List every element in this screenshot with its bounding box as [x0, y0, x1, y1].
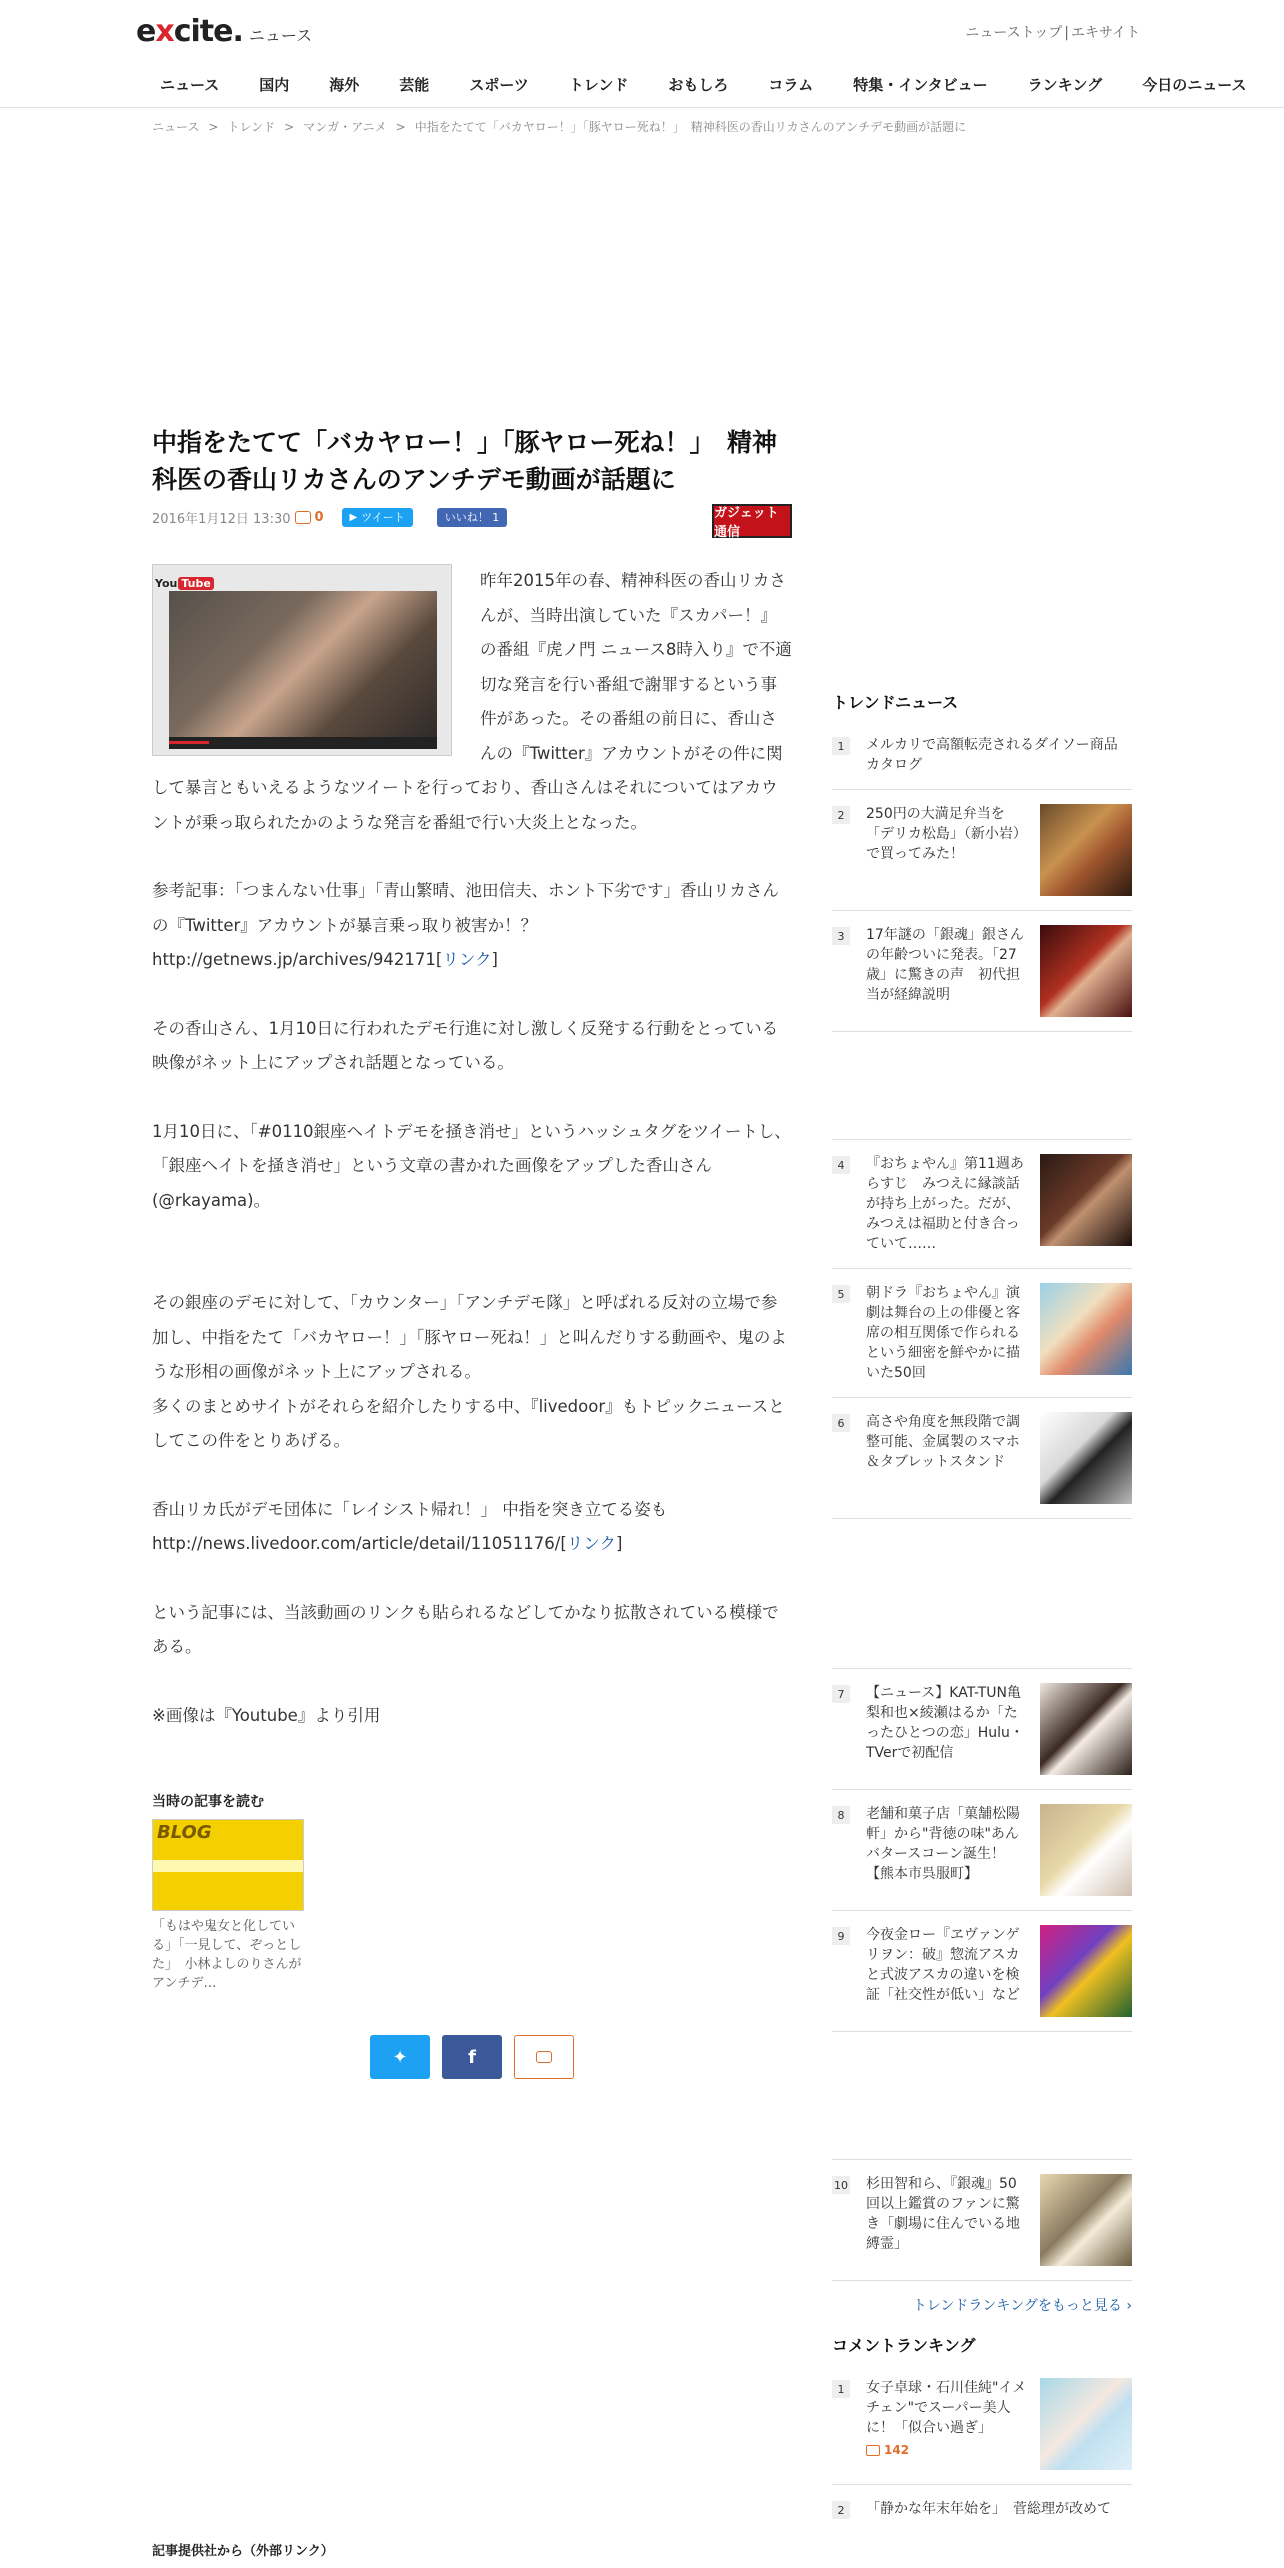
global-nav [140, 70, 1266, 100]
paragraph: という記事には、当該動画のリンクも貼られるなどしてかなり拡散されている模様である。 [152, 1602, 779, 1656]
rank-number: 2 [832, 806, 850, 824]
trend-item-title: 老舗和菓子店「菓舗松陽軒」から"背徳の味"あんバタースコーン誕生！【熊本市呉服町】 [866, 1806, 1020, 1882]
breadcrumb-separator: > [284, 120, 295, 134]
comment-count[interactable]: 0 [295, 510, 324, 525]
share-buttons [152, 2035, 792, 2079]
sidebar [832, 690, 1132, 2533]
trend-item-thumbnail [1040, 1804, 1132, 1896]
logo-sub: ニュース [248, 26, 313, 45]
top-links [965, 22, 1140, 42]
comment-item-title: 女子卓球・石川佳純"イメチェン"でスーパー美人に！「似合い過ぎ」 [866, 2380, 1027, 2436]
related-article-image: BLOG [152, 1819, 304, 1911]
like-button[interactable]: いいね！ 1 [437, 508, 508, 527]
article-date: 2016年1月12日 13:30 [152, 511, 291, 527]
trend-item-thumbnail [1040, 1154, 1132, 1246]
share-facebook-button[interactable] [442, 2035, 502, 2079]
trend-item-title: 今夜金ロー『ヱヴァンゲリヲン：破』惣流アスカと式波アスカの違いを検証「社交性が低い」など [866, 1927, 1020, 2003]
related-article-title: 「もはや鬼女と化している」「一見して、ぞっとした」 小林よしのりさんがアンチデ… [152, 1919, 302, 1991]
trend-item-thumbnail [1040, 1412, 1132, 1504]
breadcrumb-item[interactable]: トレンド [227, 120, 276, 134]
comment-count-badge: 142 [866, 2440, 1028, 2460]
trend-item-thumbnail [1040, 1925, 1132, 2017]
breadcrumb [152, 118, 966, 135]
paragraph: 香山リカ氏がデモ団体に「レイシスト帰れ！」 中指を突き立てる姿も http://news.livedoor.com/article/detail/11051176/[リンク] [152, 1499, 668, 1553]
comment-item-thumbnail [1040, 2378, 1132, 2470]
nav-overseas[interactable]: 海外 [329, 76, 360, 94]
rank-number: 9 [832, 1927, 850, 1945]
rank-number: 8 [832, 1806, 850, 1824]
link-excite[interactable]: エキサイト [1070, 25, 1140, 41]
trend-item-title: 朝ドラ『おちょやん』演劇は舞台の上の俳優と客席の相互関係で作られるという細密を鮮やかに描いた50回 [866, 1285, 1020, 1381]
trend-item[interactable] [832, 2160, 1132, 2281]
trend-item-title: 高さや角度を無段階で調整可能、金属製のスマホ＆タブレットスタンド [866, 1414, 1020, 1470]
breadcrumb-item[interactable]: マンガ・アニメ [303, 120, 387, 134]
trend-item-thumbnail [1040, 804, 1132, 896]
paragraph: 多くのまとめサイトがそれらを紹介したりする中、『livedoor』もトピックニュースとしてこの件をとりあげる。 [152, 1396, 785, 1450]
related-article-card[interactable] [152, 1819, 304, 1993]
livedoor-link[interactable]: リンク [566, 1534, 616, 1553]
comment-icon [866, 2445, 880, 2456]
paragraph: その銀座のデモに対して、「カウンター」「アンチデモ隊」と呼ばれる反対の立場で参加し、中指をたて「バカヤロー！」「豚ヤロー死ね！」と叫んだりする動画や、鬼のような形相の画像がネット上にアップされる。 [152, 1293, 787, 1381]
trend-item[interactable] [832, 1911, 1132, 2032]
tweet-button[interactable]: ▶ ツイート [342, 508, 413, 527]
trend-item-title: 杉田智和ら、『銀魂』50回以上鑑賞のファンに驚き「劇場に住んでいる地縛霊」 [866, 2176, 1020, 2252]
article-body [152, 564, 792, 1733]
video-thumbnail[interactable] [152, 564, 452, 756]
comment-icon [536, 2051, 552, 2063]
paragraph: 参考記事：「つまんない仕事」「青山繁晴、池田信夫、ホント下劣です」香山リカさんの『Twitter』アカウントが暴言乗っ取り被害か！？ http://getnews.jp/archives/942171[リンク] [152, 881, 779, 969]
rank-number: 1 [832, 2380, 850, 2398]
rank-number: 1 [832, 737, 850, 755]
trend-item-thumbnail [1040, 1283, 1132, 1375]
image-credit: ※画像は『Youtube』より引用 [152, 1705, 381, 1725]
trend-item[interactable] [832, 1669, 1132, 1790]
more-trend-ranking-link[interactable]: トレンドランキングをもっと見る › [912, 2298, 1132, 2314]
rank-number: 10 [832, 2176, 850, 2194]
breadcrumb-current: 中指をたてて「バカヤロー！」「豚ヤロー死ね！」 精神科医の香山リカさんのアンチデモ動画が話題に [414, 120, 967, 134]
rank-number: 7 [832, 1685, 850, 1703]
twitter-icon: ✦ [392, 2046, 408, 2068]
nav-entertainment[interactable]: 芸能 [399, 76, 430, 94]
comment-ranking-item[interactable] [832, 2485, 1132, 2533]
video-controls [169, 737, 437, 749]
trend-item[interactable] [832, 1398, 1132, 1519]
paragraph: 1月10日に、「#0110銀座ヘイトデモを掻き消せ」というハッシュタグをツイートし、「銀座ヘイトを掻き消せ」という文章の書かれた画像をアップした香山さん(@rkayama)。 [152, 1121, 791, 1210]
rank-number: 6 [832, 1414, 850, 1432]
trend-item[interactable] [832, 1790, 1132, 1911]
trend-item[interactable] [832, 721, 1132, 790]
trend-news-title: トレンドニュース [832, 693, 959, 712]
logo-mark: excite. [136, 14, 243, 49]
provider-links-title: 記事提供社から（外部リンク） [152, 2544, 334, 2559]
trend-item-title: 【ニュース】KAT-TUN亀梨和也×綾瀬はるか「たったひとつの恋」Hulu・TVerで初配信 [866, 1685, 1024, 1761]
site-header [0, 0, 1284, 108]
rank-number: 5 [832, 1285, 850, 1303]
rank-number: 4 [832, 1156, 850, 1174]
trend-item[interactable] [832, 1269, 1132, 1398]
rank-number: 2 [832, 2501, 850, 2519]
nav-column[interactable]: コラム [768, 76, 814, 94]
trend-item-title: 250円の大満足弁当を「デリカ松島」（新小岩）で買ってみた！ [866, 806, 1027, 862]
nav-domestic[interactable]: 国内 [259, 76, 290, 94]
trend-item-title: 17年謎の「銀魂」銀さんの年齢ついに発表。「27歳」に驚きの声 初代担当が経緯説明 [866, 927, 1024, 1003]
trend-item-thumbnail [1040, 925, 1132, 1017]
facebook-icon: f [468, 2046, 476, 2068]
nav-sports[interactable]: スポーツ [469, 76, 529, 94]
nav-today[interactable]: 今日のニュース [1142, 76, 1247, 94]
site-logo[interactable] [136, 14, 312, 49]
link-news-top[interactable]: ニューストップ [965, 25, 1063, 41]
paragraph: 昨年2015年の春、精神科医の香山リカさんが、当時出演していた『スカパー！』の番組『虎ノ門 ニュース8時入り』で不適切な発言を行い番組で謝罪するという事件があった。その番組の前日に、香山さんの『Twitter』アカウントがその件に関して暴言ともいえるようなツイートを行っており、香山さんはそれについてはアカウントが乗っ取られたかのような発言を番組で行い大炎上となった。 [152, 571, 792, 832]
article-title: 中指をたてて「バカヤロー！」「豚ヤロー死ね！」 精神科医の香山リカさんのアンチデモ動画が話題に [152, 428, 778, 494]
chevron-right-icon: › [1126, 2298, 1132, 2314]
comment-ranking-title: コメントランキング [832, 2336, 976, 2355]
article-meta [152, 506, 792, 540]
video-frame [169, 591, 437, 743]
nav-funny[interactable]: おもしろ [668, 76, 729, 94]
twitter-icon: ▶ [349, 511, 358, 523]
ad-space [152, 150, 1132, 410]
nav-trend[interactable]: トレンド [568, 76, 629, 94]
top-link-separator: | [1064, 25, 1069, 41]
breadcrumb-item[interactable]: ニュース [152, 120, 200, 134]
comment-icon [295, 511, 311, 524]
trend-item-thumbnail [1040, 1683, 1132, 1775]
rank-number: 3 [832, 927, 850, 945]
reference-link[interactable]: リンク [442, 950, 492, 969]
share-comment-button[interactable] [514, 2035, 574, 2079]
comment-item-title: 「静かな年末年始を」 菅総理が改めて [866, 2501, 1111, 2517]
nav-ranking[interactable]: ランキング [1027, 76, 1103, 94]
youtube-logo-icon: You Tube [155, 567, 214, 602]
nav-news[interactable]: ニュース [160, 76, 220, 94]
nav-features[interactable]: 特集・インタビュー [853, 76, 988, 94]
trend-item[interactable] [832, 790, 1132, 911]
trend-item-title: 『おちょやん』第11週あらすじ みつえに縁談話が持ち上がった。だが、みつえは福助と付き合っていて…… [866, 1156, 1024, 1252]
provider-logo[interactable]: ガジェット通信 [712, 504, 792, 538]
breadcrumb-separator: > [395, 120, 406, 134]
trend-item-title: メルカリで高額転売されるダイソー商品カタログ [866, 737, 1118, 773]
article-main [152, 424, 792, 2079]
trend-item[interactable] [832, 911, 1132, 1032]
trend-item[interactable] [832, 1140, 1132, 1269]
breadcrumb-separator: > [208, 120, 219, 134]
related-section-title: 当時の記事を読む [152, 1794, 264, 1810]
paragraph: その香山さん、1月10日に行われたデモ行進に対し激しく反発する行動をとっている映像がネット上にアップされ話題となっている。 [152, 1018, 779, 1072]
comment-ranking-item[interactable] [832, 2364, 1132, 2485]
share-twitter-button[interactable] [370, 2035, 430, 2079]
trend-item-thumbnail [1040, 2174, 1132, 2266]
